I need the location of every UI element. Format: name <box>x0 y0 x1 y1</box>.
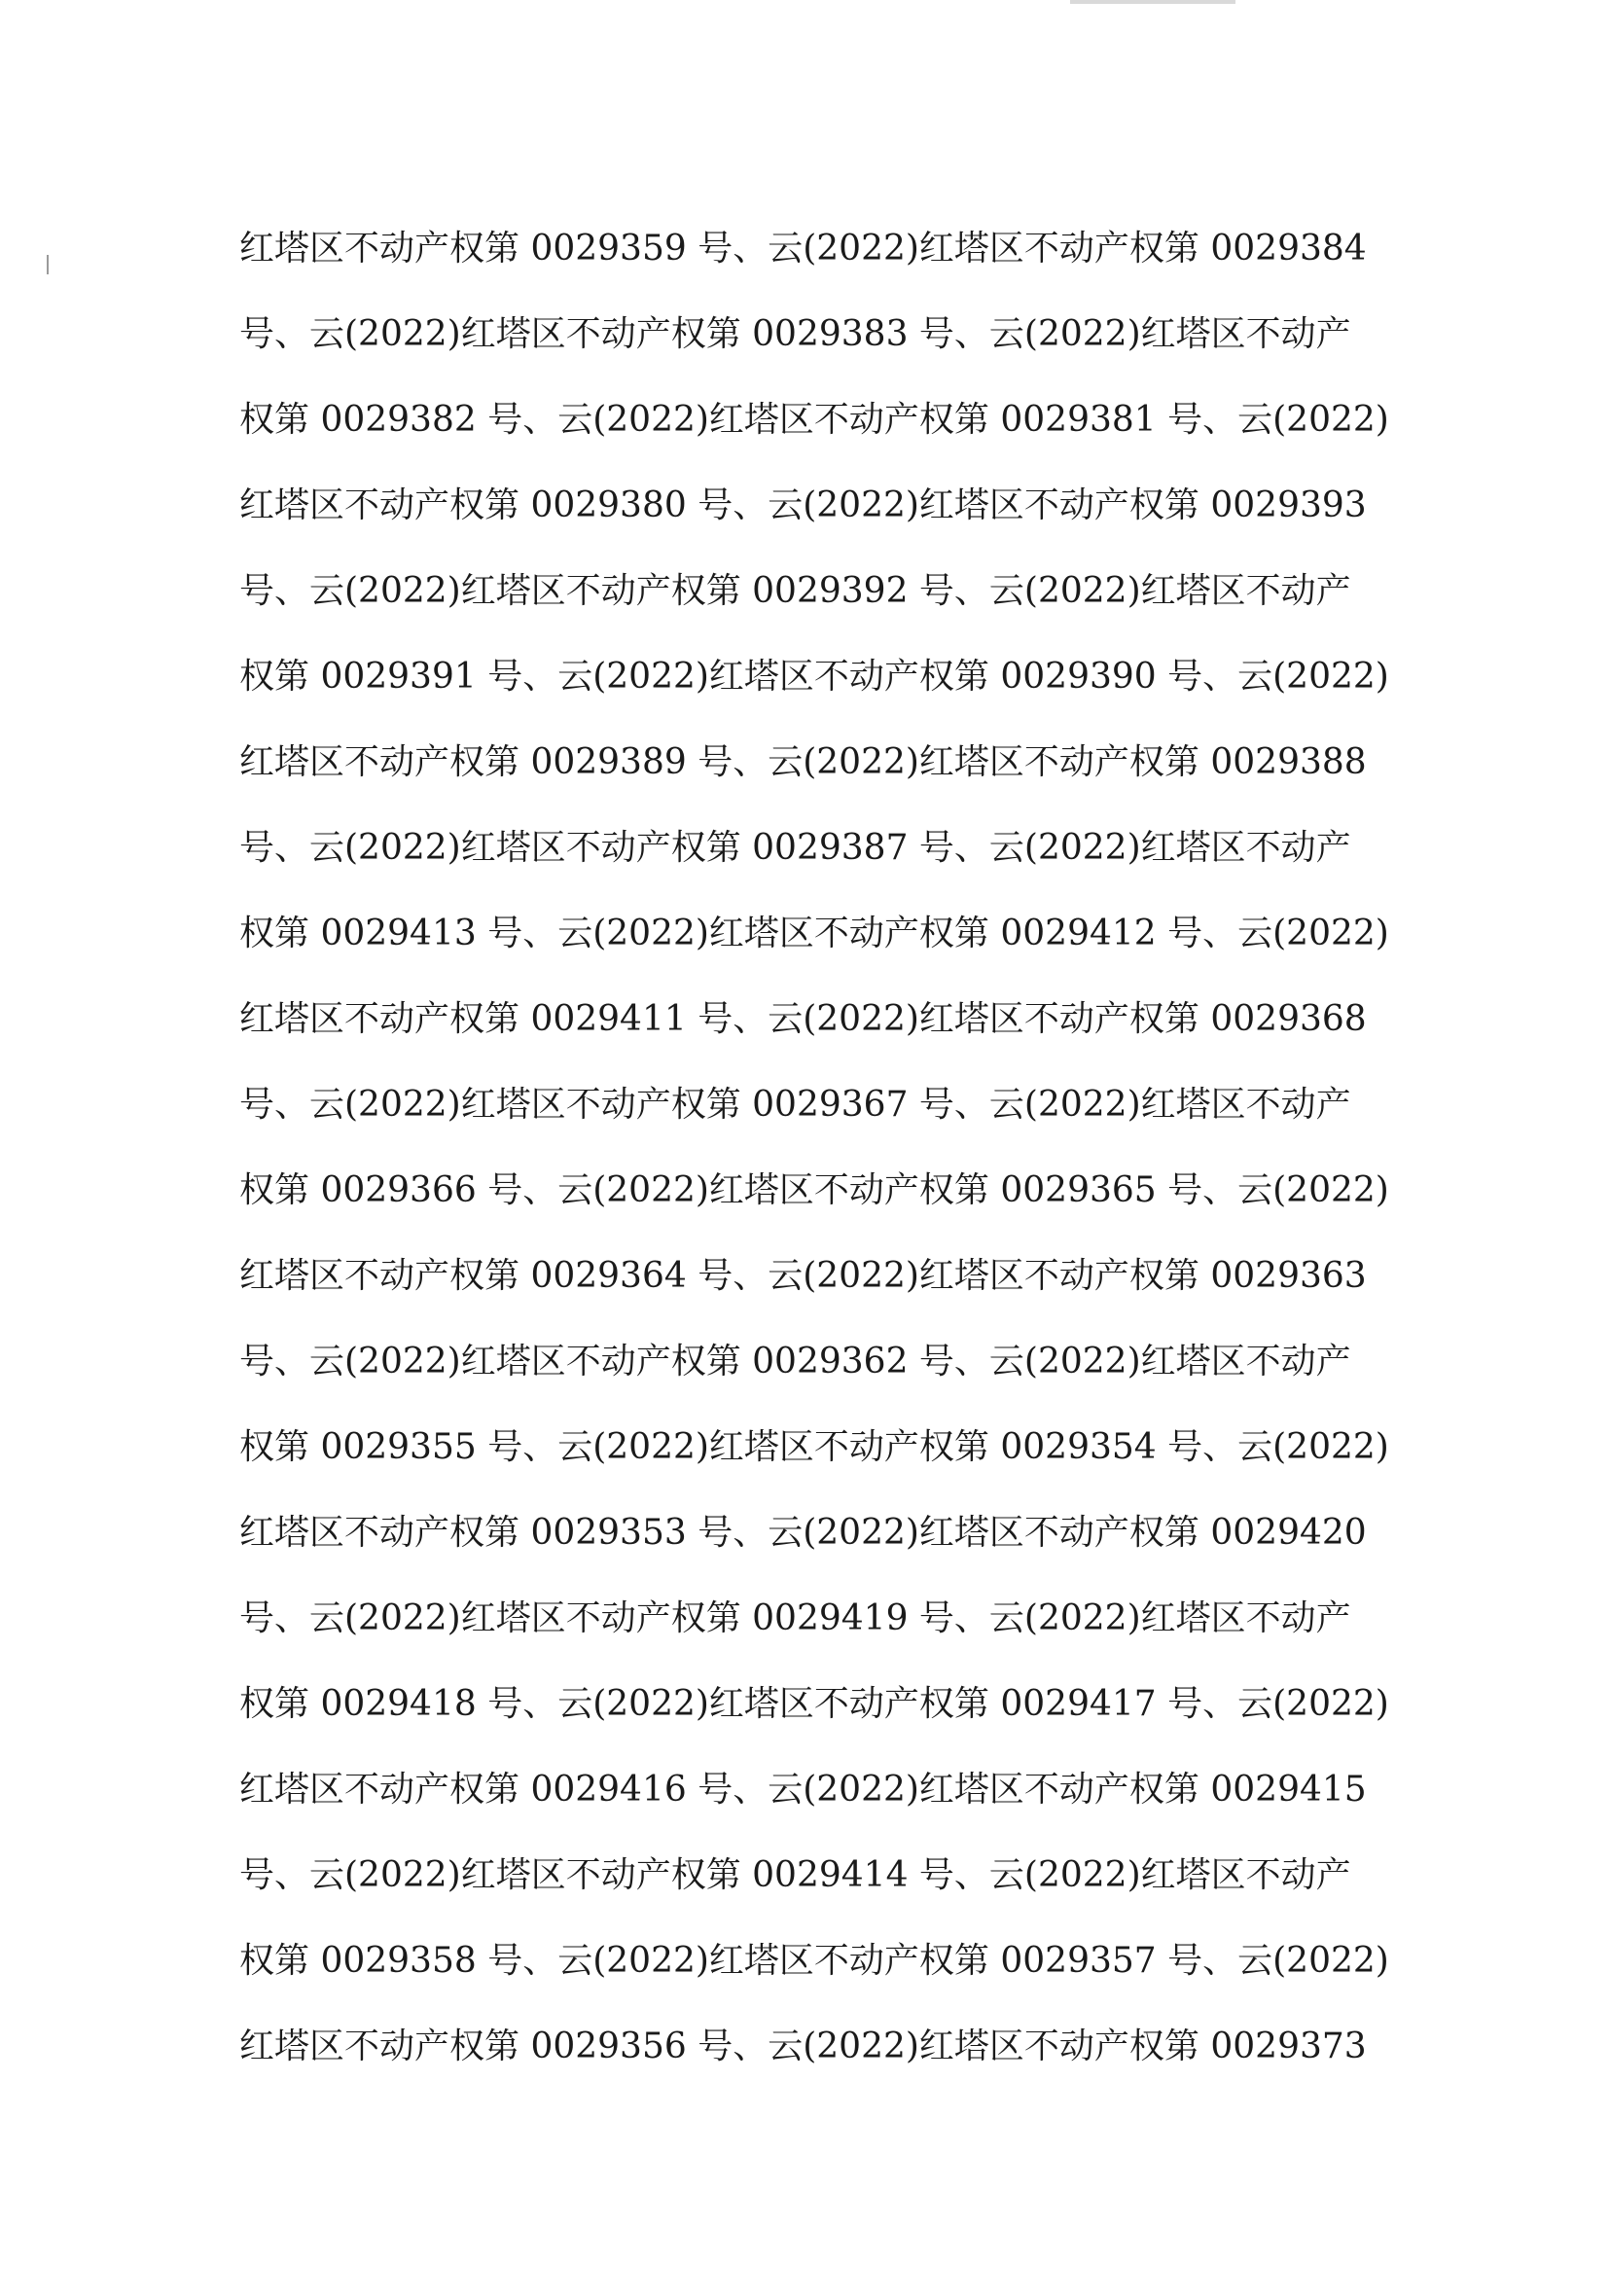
text-line: 红塔区不动产权第 0029356 号、云(2022)红塔区不动产权第 0029373 <box>239 2027 1367 2066</box>
text-line: 权第 0029413 号、云(2022)红塔区不动产权第 0029412 号、云(2022) <box>239 914 1389 953</box>
text-line: 红塔区不动产权第 0029380 号、云(2022)红塔区不动产权第 0029393 <box>239 485 1367 525</box>
text-line: 权第 0029358 号、云(2022)红塔区不动产权第 0029357 号、云(2022) <box>239 1941 1389 1981</box>
scan-artifact <box>1070 0 1235 4</box>
margin-mark <box>47 255 49 274</box>
text-line: 权第 0029355 号、云(2022)红塔区不动产权第 0029354 号、云(2022) <box>239 1427 1389 1467</box>
text-line: 权第 0029366 号、云(2022)红塔区不动产权第 0029365 号、云(2022) <box>239 1170 1389 1210</box>
text-line: 号、云(2022)红塔区不动产权第 0029367 号、云(2022)红塔区不动产 <box>239 1085 1351 1125</box>
text-line: 红塔区不动产权第 0029416 号、云(2022)红塔区不动产权第 0029415 <box>239 1770 1367 1810</box>
text-line: 号、云(2022)红塔区不动产权第 0029414 号、云(2022)红塔区不动产 <box>239 1855 1351 1895</box>
text-line: 红塔区不动产权第 0029353 号、云(2022)红塔区不动产权第 0029420 <box>239 1513 1367 1553</box>
text-line: 号、云(2022)红塔区不动产权第 0029387 号、云(2022)红塔区不动产 <box>239 828 1351 868</box>
text-line: 红塔区不动产权第 0029364 号、云(2022)红塔区不动产权第 0029363 <box>239 1256 1367 1296</box>
body-text <box>239 206 1387 2090</box>
text-line: 权第 0029418 号、云(2022)红塔区不动产权第 0029417 号、云(2022) <box>239 1684 1389 1724</box>
text-line: 权第 0029391 号、云(2022)红塔区不动产权第 0029390 号、云(2022) <box>239 657 1389 697</box>
text-line: 红塔区不动产权第 0029389 号、云(2022)红塔区不动产权第 0029388 <box>239 742 1367 782</box>
text-line: 红塔区不动产权第 0029411 号、云(2022)红塔区不动产权第 0029368 <box>239 999 1367 1039</box>
text-line: 号、云(2022)红塔区不动产权第 0029419 号、云(2022)红塔区不动产 <box>239 1598 1351 1638</box>
text-line: 号、云(2022)红塔区不动产权第 0029392 号、云(2022)红塔区不动产 <box>239 571 1351 611</box>
text-line: 红塔区不动产权第 0029359 号、云(2022)红塔区不动产权第 0029384 <box>239 229 1367 269</box>
text-line: 号、云(2022)红塔区不动产权第 0029362 号、云(2022)红塔区不动产 <box>239 1342 1351 1381</box>
text-line: 权第 0029382 号、云(2022)红塔区不动产权第 0029381 号、云(2022) <box>239 400 1389 440</box>
text-line: 号、云(2022)红塔区不动产权第 0029383 号、云(2022)红塔区不动产 <box>239 314 1351 354</box>
